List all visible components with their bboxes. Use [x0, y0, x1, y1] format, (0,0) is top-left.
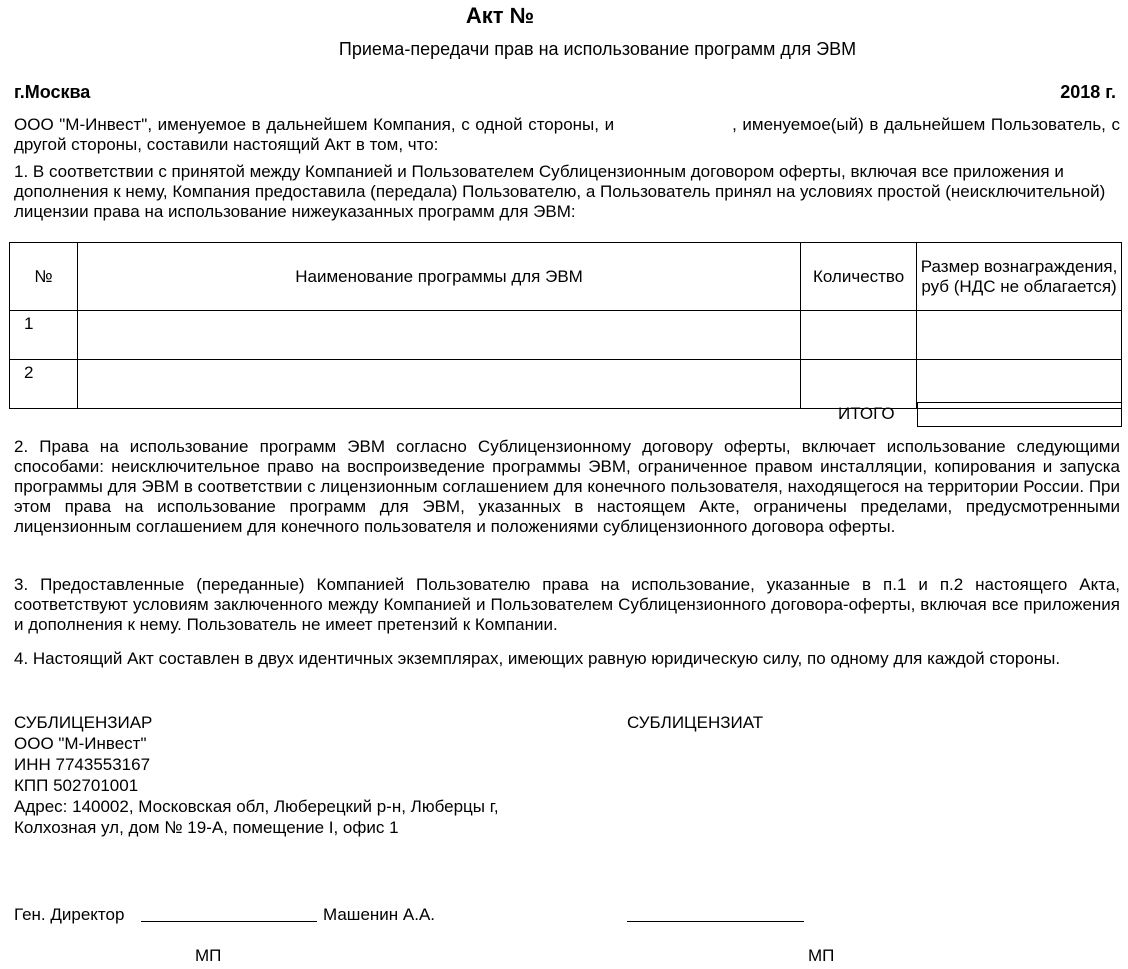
director-name: Машенин А.А. [323, 905, 436, 924]
licensor-address-line1: Адрес: 140002, Московская обл, Люберецкий р-н, Люберцы г, [14, 797, 499, 816]
header-qty: Количество [801, 243, 917, 311]
licensee-signature-line [627, 921, 804, 922]
licensor-inn: ИНН 7743553167 [14, 755, 151, 774]
licensor-stamp-place: МП [195, 946, 222, 965]
licensee-block [627, 712, 763, 733]
licensor-block [14, 712, 499, 838]
header-fee: Размер вознаграждения, руб (НДС не облагается) [917, 243, 1122, 311]
clause-1: 1. В соответствии с принятой между Компанией и Пользователем Сублицензионным договором оферты, включая все приложения и дополнения к нему, Компания предоставила (передала) Пользователю, а Пользователь принял на условиях простой (неисключительной) лицензии права на использование нижеуказанных программ для ЭВМ: [14, 162, 1106, 221]
licensor-signature-line [141, 921, 317, 922]
table-header-row [10, 243, 1122, 311]
document-subtitle: Приема-передачи прав на использование программ для ЭВМ [338, 39, 857, 59]
programs-table [9, 242, 1122, 409]
licensor-kpp: КПП 502701001 [14, 776, 139, 795]
clause-2: 2. Права на использование программ ЭВМ согласно Сублицензионному договору оферты, включает использование следующими способами: неисключительное право на воспроизведение программы ЭВМ, ограниченное правом инсталляции, копирования и запуска программы для ЭВМ в соответствии с лицензионным соглашением для конечного пользователя, находящегося на территории России. При этом права на использование программ для ЭВМ, указанных в настоящем Акте, ограничены пределами, предусмотренными лицензионным соглашением для конечного пользователя и положениями сублицензионного договора оферты. [14, 437, 1120, 536]
row-name [77, 311, 800, 360]
row-num: 1 [10, 311, 78, 360]
document-title: Акт № [465, 3, 535, 28]
licensee-role: СУБЛИЦЕНЗИАТ [627, 713, 764, 732]
intro-text-part1: ООО "М-Инвест", именуемое в дальнейшем Компания, с одной стороны, и [14, 115, 615, 134]
year: 2018 г. [1060, 82, 1116, 102]
licensor-role: СУБЛИЦЕНЗИАР [14, 713, 153, 732]
licensor-address-line2: Колхозная ул, дом № 19-А, помещение I, офис 1 [14, 818, 399, 837]
header-num: № [10, 243, 78, 311]
licensor-company: ООО "М-Инвест" [14, 734, 147, 753]
intro-text-part2: , именуемое(ый) в дальнейшем Пользователь, с другой стороны, составили настоящий Акт в том, что: [14, 115, 1120, 154]
total-label: ИТОГО [838, 404, 895, 423]
row-qty [801, 360, 917, 409]
intro-paragraph [14, 115, 1120, 155]
row-name [77, 360, 800, 409]
row-fee [917, 311, 1122, 360]
clause-4: 4. Настоящий Акт составлен в двух идентичных экземплярах, имеющих равную юридическую силу, по одному для каждой стороны. [14, 649, 1061, 668]
city: г.Москва [14, 82, 91, 102]
total-value [917, 402, 1122, 427]
table-row [10, 311, 1122, 360]
director-label: Ген. Директор [14, 905, 125, 924]
licensee-stamp-place: МП [808, 946, 835, 965]
row-num: 2 [10, 360, 78, 409]
clause-3: 3. Предоставленные (переданные) Компанией Пользователю права на использование, указанные в п.1 и п.2 настоящего Акта, соответствуют условиям заключенного между Компанией и Пользователем Сублицензионного договора-оферты, включая все приложения и дополнения к нему. Пользователь не имеет претензий к Компании. [14, 575, 1120, 634]
header-name: Наименование программы для ЭВМ [77, 243, 800, 311]
row-qty [801, 311, 917, 360]
